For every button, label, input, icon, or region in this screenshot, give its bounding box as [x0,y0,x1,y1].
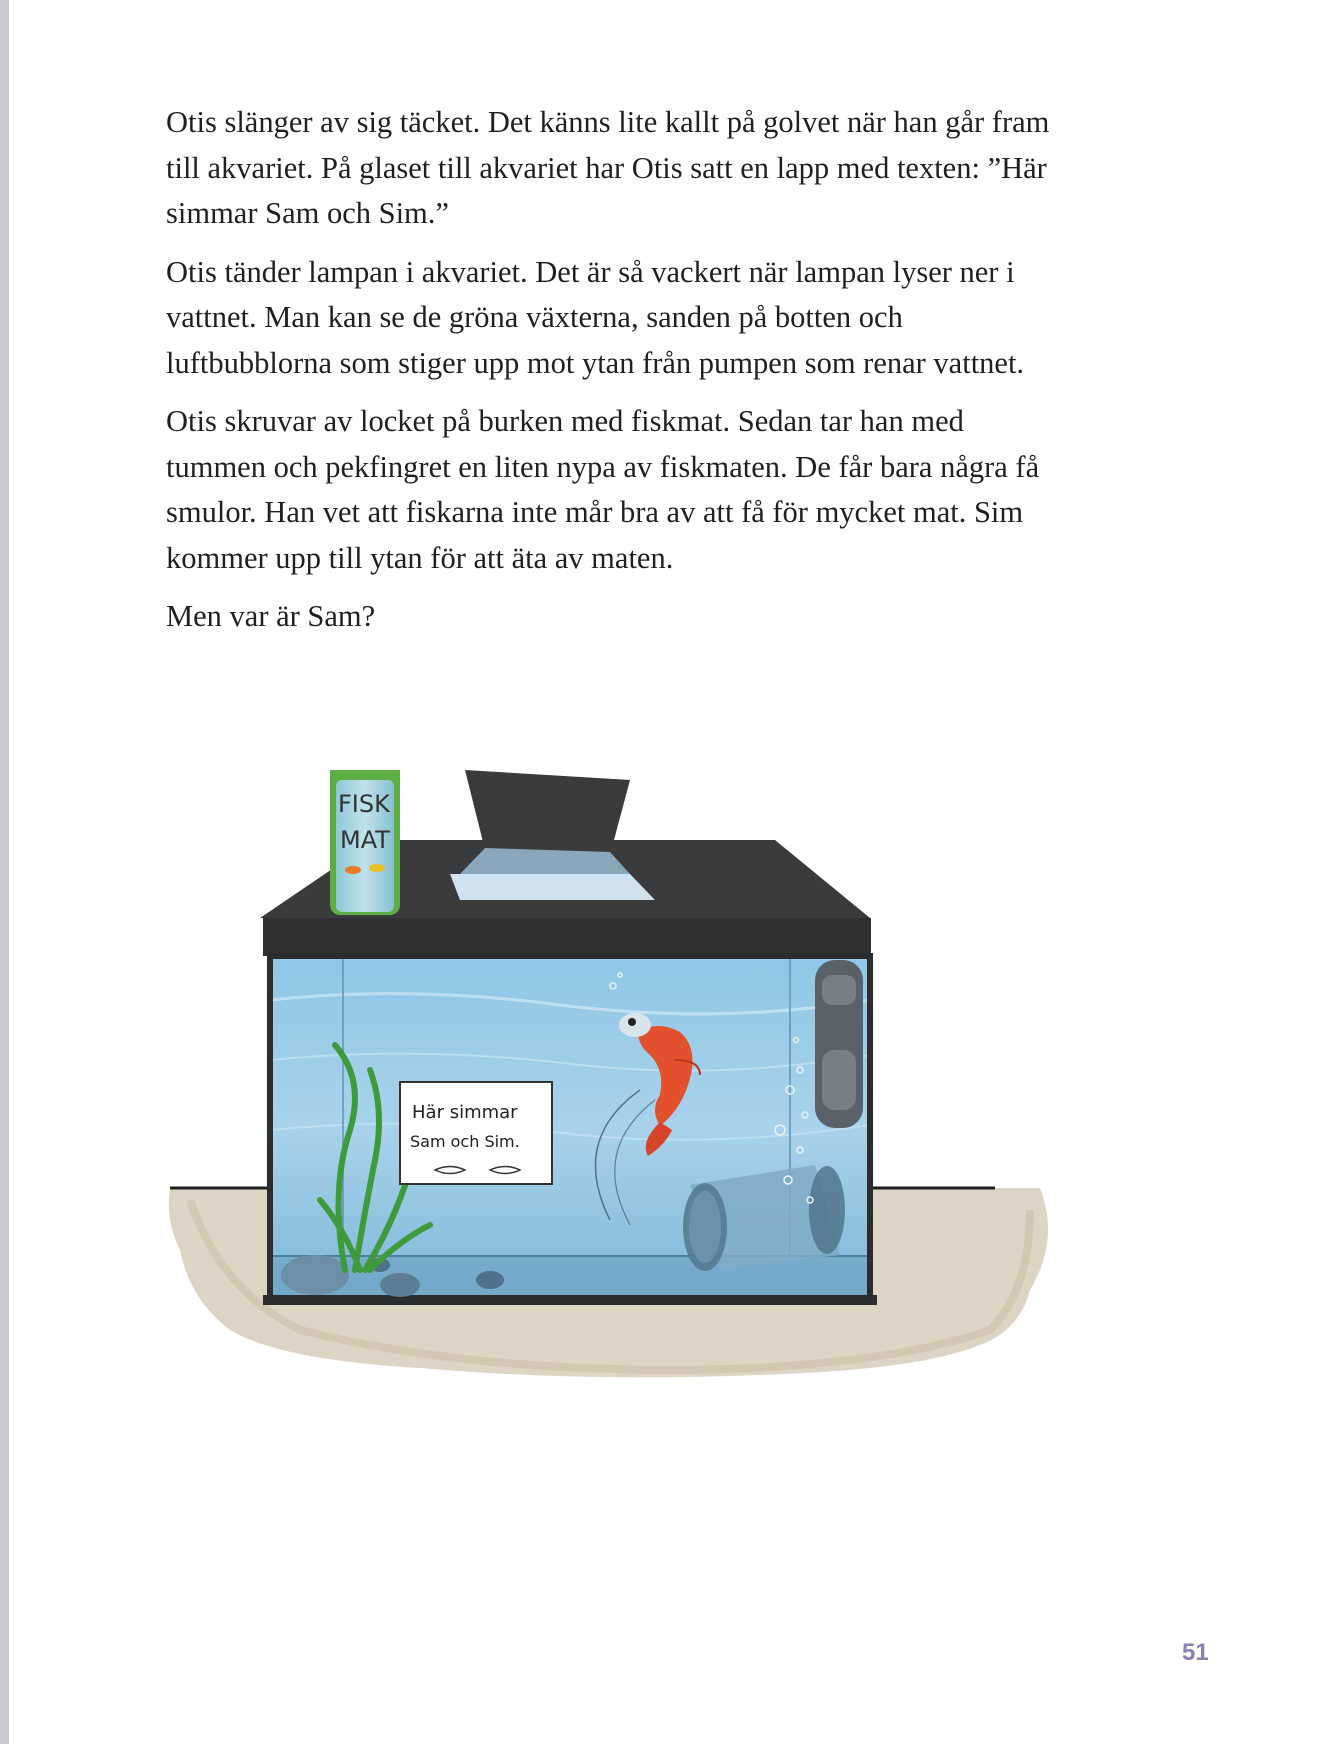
can-label-line2: MAT [340,826,390,854]
paragraph-2: Otis tänder lampan i akvariet. Det är så vackert när lampan lyser ner i vattnet. Man kan se de gröna växterna, sanden på botten och luftbubblorna som stiger upp mot ytan från pumpen som renar vattnet. [166,254,1025,380]
sign-line-1: Här simmar [412,1102,518,1123]
fish-food-can [330,770,400,915]
pump [815,960,863,1128]
page-number: 51 [1182,1639,1209,1666]
page-edge-bar [0,0,9,1744]
sign-line-2: Sam och Sim. [410,1132,520,1151]
aquarium-sign [400,1082,552,1184]
story-text [166,100,1066,653]
paragraph-3: Otis skruvar av locket på burken med fiskmat. Sedan tar han med tummen och pekfingret en liten nypa av fiskmaten. De får bara några få smulor. Han vet att fiskarna inte mår bra av att få för mycket mat. Sim kommer upp till ytan för att äta av maten. [166,404,1040,575]
paragraph-4: Men var är Sam? [166,599,376,633]
aquarium-illustration [160,770,1120,1470]
can-label-line1: FISK [338,790,390,818]
paragraph-1: Otis slänger av sig täcket. Det känns lite kallt på golvet när han går fram till akvariet. På glaset till akvariet har Otis satt en lapp med texten: ”Här simmar Sam och Sim.” [166,105,1050,230]
lid-hatch [460,770,630,874]
